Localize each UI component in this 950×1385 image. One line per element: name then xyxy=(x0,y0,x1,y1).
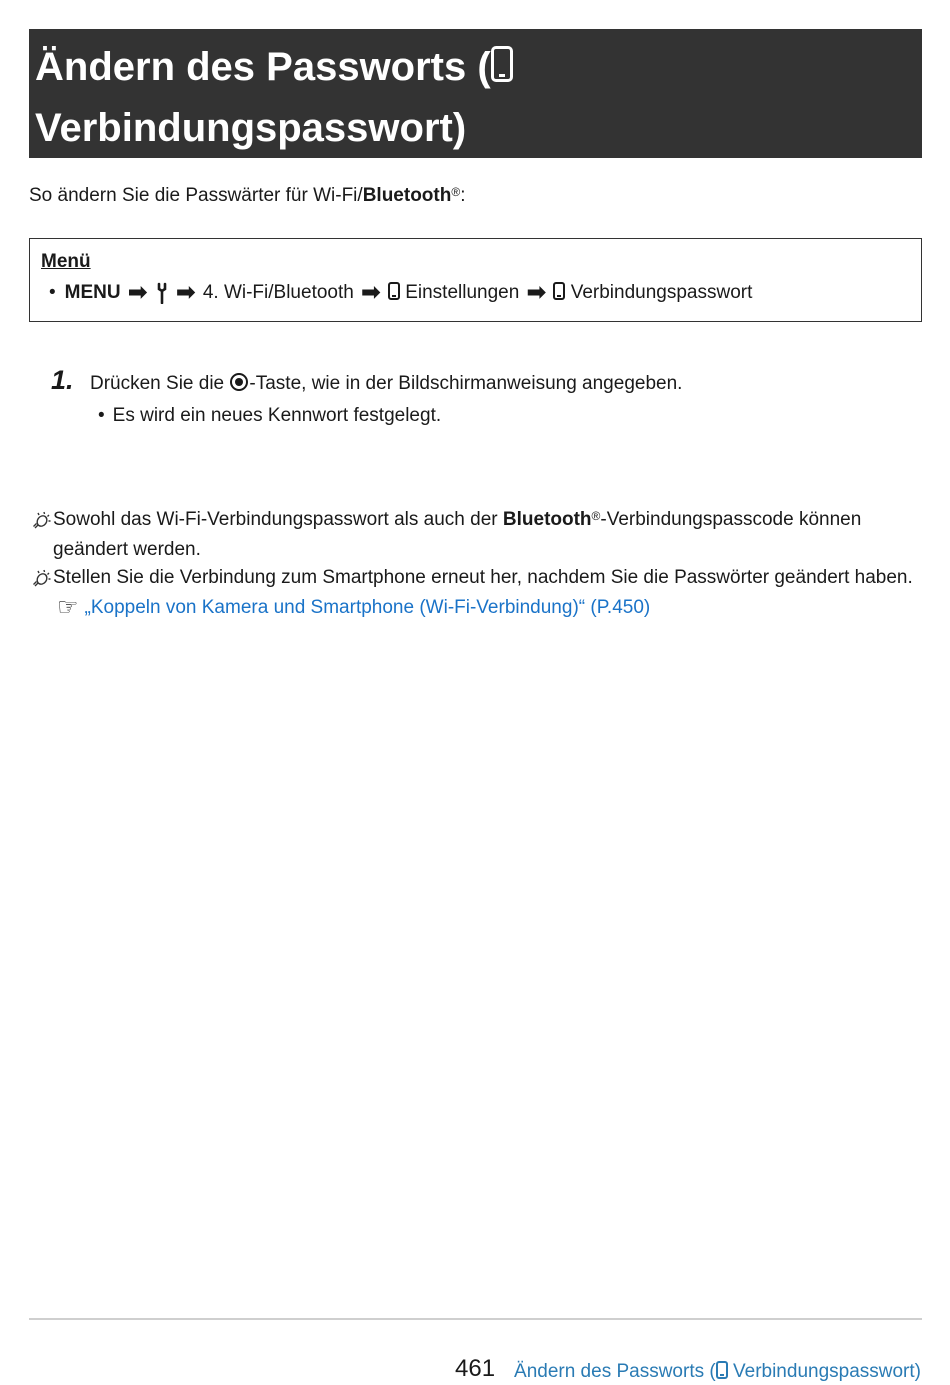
lightbulb-tip-icon xyxy=(29,509,53,533)
page-title-line-1: Ändern des Passworts ( xyxy=(35,37,916,98)
menu-item-password: Verbindungspasswort xyxy=(570,282,753,303)
smartphone-icon xyxy=(553,282,565,300)
menu-heading: Menü xyxy=(41,251,91,272)
step-number: 1. xyxy=(51,365,74,395)
arrow-right-icon: ➡ xyxy=(526,279,547,306)
footer-section-title[interactable]: Ändern des Passworts ( Verbindungspasswort) xyxy=(514,1361,921,1382)
page-title-banner xyxy=(29,29,922,158)
tip-1: Sowohl das Wi-Fi-Verbindungspasswort als auch der Bluetooth®-Verbindungspasscode können geändert werden. xyxy=(29,505,919,565)
menu-item-settings: Einstellungen xyxy=(405,282,520,303)
wrench-icon xyxy=(155,282,169,304)
arrow-right-icon: ➡ xyxy=(127,279,148,306)
ok-button-icon xyxy=(230,373,248,391)
pointing-hand-icon: ☞ xyxy=(57,594,79,621)
step-1-note: • Es wird ein neues Kennwort festgelegt. xyxy=(98,405,442,426)
menu-item-wifi-bluetooth: 4. Wi-Fi/Bluetooth xyxy=(202,282,354,303)
page-title-line-2: Verbindungspasswort) xyxy=(35,106,467,150)
menu-path-box xyxy=(29,238,922,322)
page-number: 461 xyxy=(455,1355,496,1382)
menu-button-label: MENU xyxy=(64,282,121,303)
smartphone-icon xyxy=(491,46,513,82)
arrow-right-icon: ➡ xyxy=(175,279,196,306)
menu-path: • MENU ➡ ➡ 4. Wi-Fi/Bluetooth ➡ Einstellungen ➡ Verbindungspasswort xyxy=(41,277,910,309)
footer-divider xyxy=(29,1318,922,1320)
smartphone-icon xyxy=(716,1361,728,1379)
smartphone-icon xyxy=(388,282,400,300)
step-1: 1. Drücken Sie die -Taste, wie in der Bildschirmanweisung angegeben. xyxy=(51,365,683,395)
cross-reference-link[interactable]: „Koppeln von Kamera und Smartphone (Wi-Fi-Verbindung)“ (P.450) xyxy=(84,597,651,618)
intro-text: So ändern Sie die Passwärter für Wi-Fi/Bluetooth®: xyxy=(29,185,466,206)
arrow-right-icon: ➡ xyxy=(360,279,381,306)
tip-2: Stellen Sie die Verbindung zum Smartphone erneut her, nachdem Sie die Passwörter geändert haben.☞ „Koppeln von Kamera und Smartphone (Wi-Fi-Verbindung)“ (P.450) xyxy=(29,563,919,623)
lightbulb-tip-icon xyxy=(29,567,53,591)
